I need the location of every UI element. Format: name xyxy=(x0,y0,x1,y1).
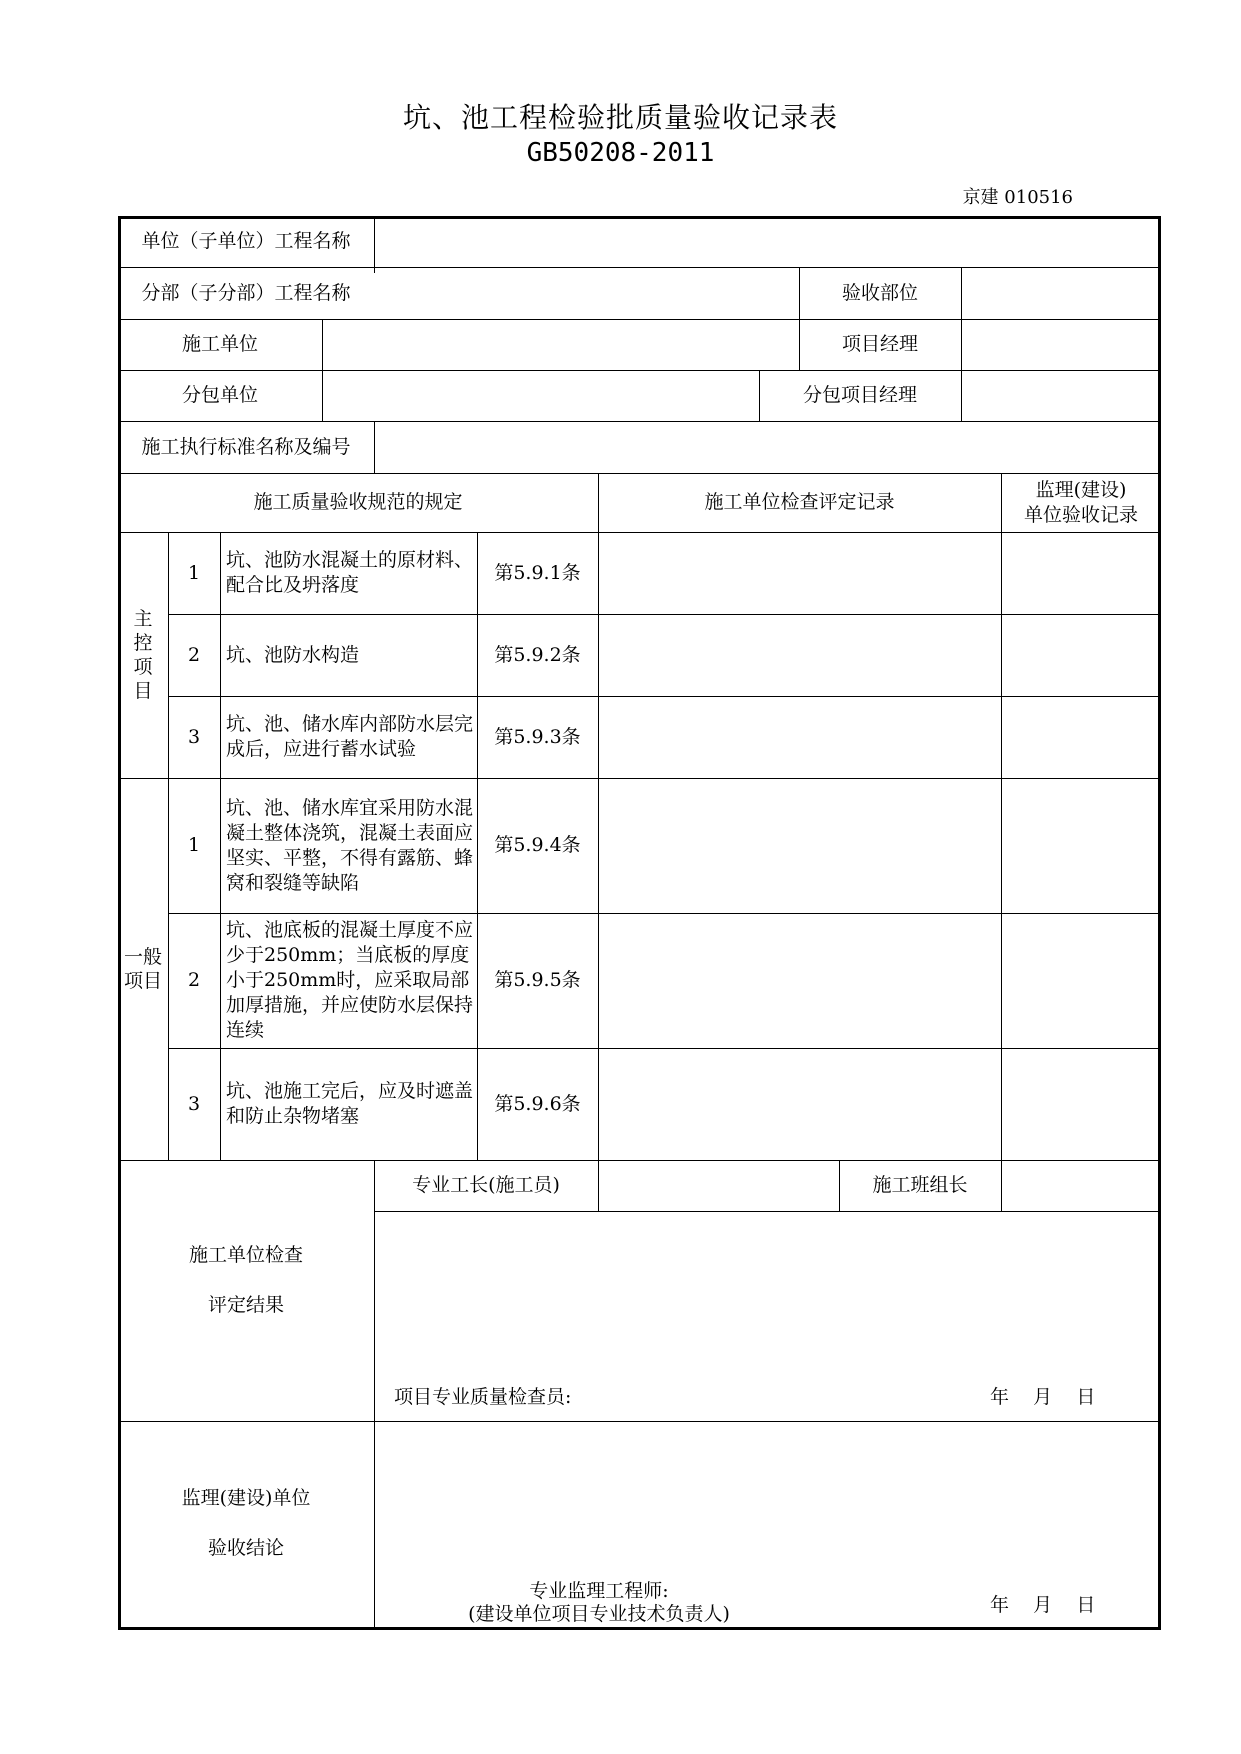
general-item-2-content: 坑、池底板的混凝土厚度不应少于250mm；当底板的厚度小于250mm时，应采取局部加厚措施，并应使防水层保持连续 xyxy=(226,919,474,1041)
form-number: 京建 010516 xyxy=(962,187,1073,208)
main-item-1-content: 坑、池防水混凝土的原材料、配合比及坍落度 xyxy=(226,549,474,596)
supervision-column-header xyxy=(1001,473,1161,532)
construction-result-label-line1: 施工单位检查 xyxy=(188,1243,303,1266)
main-item-3-content: 坑、池、储水库内部防水层完成后，应进行蓄水试验 xyxy=(226,713,474,760)
main-item-3-clause: 第5.9.3条 xyxy=(494,725,581,748)
general-item-1-clause: 第5.9.4条 xyxy=(494,834,581,856)
spec-column-header: 施工质量验收规范的规定 xyxy=(253,491,463,513)
supervision-date-label: 年 月 日 xyxy=(990,1594,1096,1616)
unit-project-name-label: 单位（子单位）工程名称 xyxy=(141,230,351,252)
general-item-1-content: 坑、池、储水库宜采用防水混凝土整体浇筑，混凝土表面应坚实、平整，不得有露筋、蜂窝和裂缝等缺陷 xyxy=(226,796,474,894)
team-leader-label: 施工班组长 xyxy=(872,1174,968,1196)
supervision-result-label-line2: 验收结论 xyxy=(207,1536,284,1559)
check-record-column-header: 施工单位检查评定记录 xyxy=(704,491,895,513)
general-item-2-no: 2 xyxy=(187,969,201,991)
general-item-3-content: 坑、池施工完后，应及时遮盖和防止杂物堵塞 xyxy=(226,1080,474,1127)
subcontract-unit-label: 分包单位 xyxy=(181,384,258,406)
standard-name-label: 施工执行标准名称及编号 xyxy=(141,435,351,458)
general-item-2-clause: 第5.9.5条 xyxy=(494,969,581,991)
project-manager-label: 项目经理 xyxy=(841,333,918,355)
supervision-engineer-note: (建设单位项目专业技术负责人) xyxy=(468,1602,730,1625)
main-item-1-clause: 第5.9.1条 xyxy=(494,561,581,584)
construction-result-label-line2: 评定结果 xyxy=(207,1293,284,1316)
main-item-2-clause: 第5.9.2条 xyxy=(494,643,581,666)
general-item-3-clause: 第5.9.6条 xyxy=(494,1092,581,1115)
subcontract-manager-label: 分包项目经理 xyxy=(802,384,917,406)
supervision-header-line2: 单位验收记录 xyxy=(1023,503,1138,526)
main-item-1-no: 1 xyxy=(187,561,201,584)
main-item-2-content: 坑、池防水构造 xyxy=(226,643,360,666)
general-items-group-label: 一般 项目 xyxy=(123,946,162,992)
supervision-header-line1: 监理(建设) xyxy=(1035,478,1127,501)
construction-unit-label: 施工单位 xyxy=(181,333,258,355)
standard-code: GB50208-2011 xyxy=(526,138,715,168)
main-item-2-no: 2 xyxy=(187,643,201,666)
foreman-label: 专业工长(施工员) xyxy=(412,1174,560,1196)
supervision-result-label-line1: 监理(建设)单位 xyxy=(181,1486,311,1509)
main-items-group-label: 主 控 项 目 xyxy=(133,608,153,702)
quality-inspector-label: 项目专业质量检查员: xyxy=(394,1386,572,1408)
supervision-engineer-label: 专业监理工程师: xyxy=(529,1579,669,1602)
general-item-1-no: 1 xyxy=(187,834,201,856)
main-item-3-no: 3 xyxy=(187,725,201,748)
sub-project-name-label: 分部（子分部）工程名称 xyxy=(141,281,351,304)
general-item-3-no: 3 xyxy=(187,1092,201,1115)
construction-date-label: 年 月 日 xyxy=(990,1386,1096,1408)
acceptance-part-label: 验收部位 xyxy=(841,281,918,304)
form-title: 坑、池工程检验批质量验收记录表 xyxy=(402,101,838,134)
